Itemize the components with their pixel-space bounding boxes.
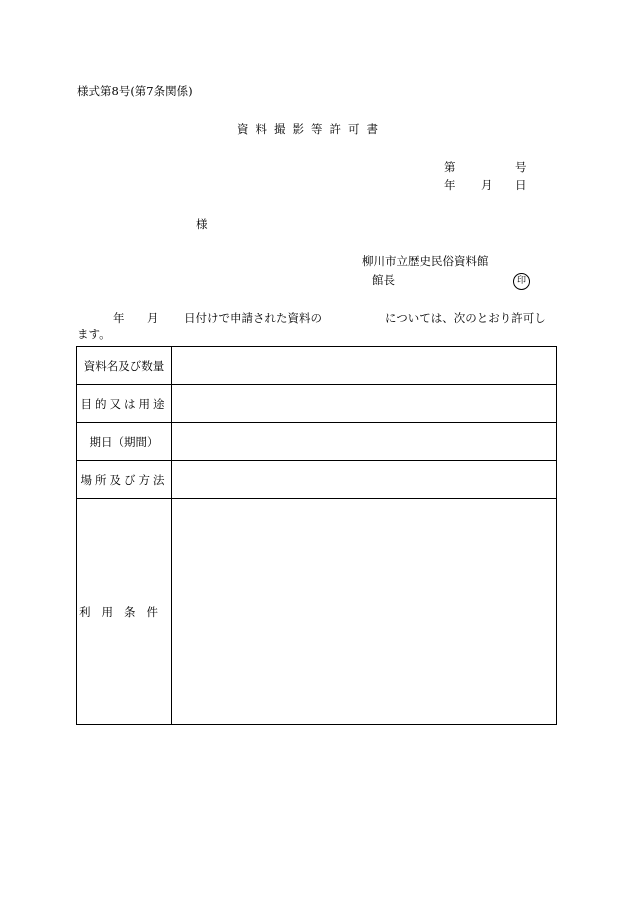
body-month: 月 (147, 311, 159, 325)
seal-mark: 印 (513, 273, 530, 290)
body-text-3: ます。 (77, 327, 111, 341)
body-text-1: 日付けで申請された資料の (184, 311, 322, 325)
table-row (77, 347, 557, 385)
label-place-method: 場所及び方法 (77, 461, 172, 499)
document-title: 資料撮影等許可書 (237, 122, 385, 136)
label-material-quantity: 資料名及び数量 (77, 347, 172, 385)
value-period[interactable] (172, 423, 557, 461)
table-row (77, 461, 557, 499)
date-month: 月 (481, 178, 493, 192)
value-purpose[interactable] (172, 385, 557, 423)
issuer-title: 館長 (372, 273, 395, 287)
value-material-quantity[interactable] (172, 347, 557, 385)
body-text-2: については、次のとおり許可し (385, 311, 546, 325)
value-conditions[interactable] (172, 499, 557, 725)
body-year: 年 (113, 311, 125, 325)
label-conditions: 利用条件 (77, 499, 172, 725)
permit-table (76, 346, 557, 725)
table-row (77, 423, 557, 461)
date-year: 年 (444, 178, 456, 192)
label-period: 期日（期間） (77, 423, 172, 461)
number-go: 号 (515, 160, 527, 174)
value-place-method[interactable] (172, 461, 557, 499)
table-row (77, 385, 557, 423)
form-label: 様式第8号(第7条関係) (77, 84, 193, 98)
date-day: 日 (515, 178, 527, 192)
number-dai: 第 (444, 160, 456, 174)
table-row (77, 499, 557, 725)
label-purpose: 目的又は用途 (77, 385, 172, 423)
recipient-honorific: 様 (196, 217, 208, 231)
issuer-organization: 柳川市立歴史民俗資料館 (362, 254, 489, 268)
